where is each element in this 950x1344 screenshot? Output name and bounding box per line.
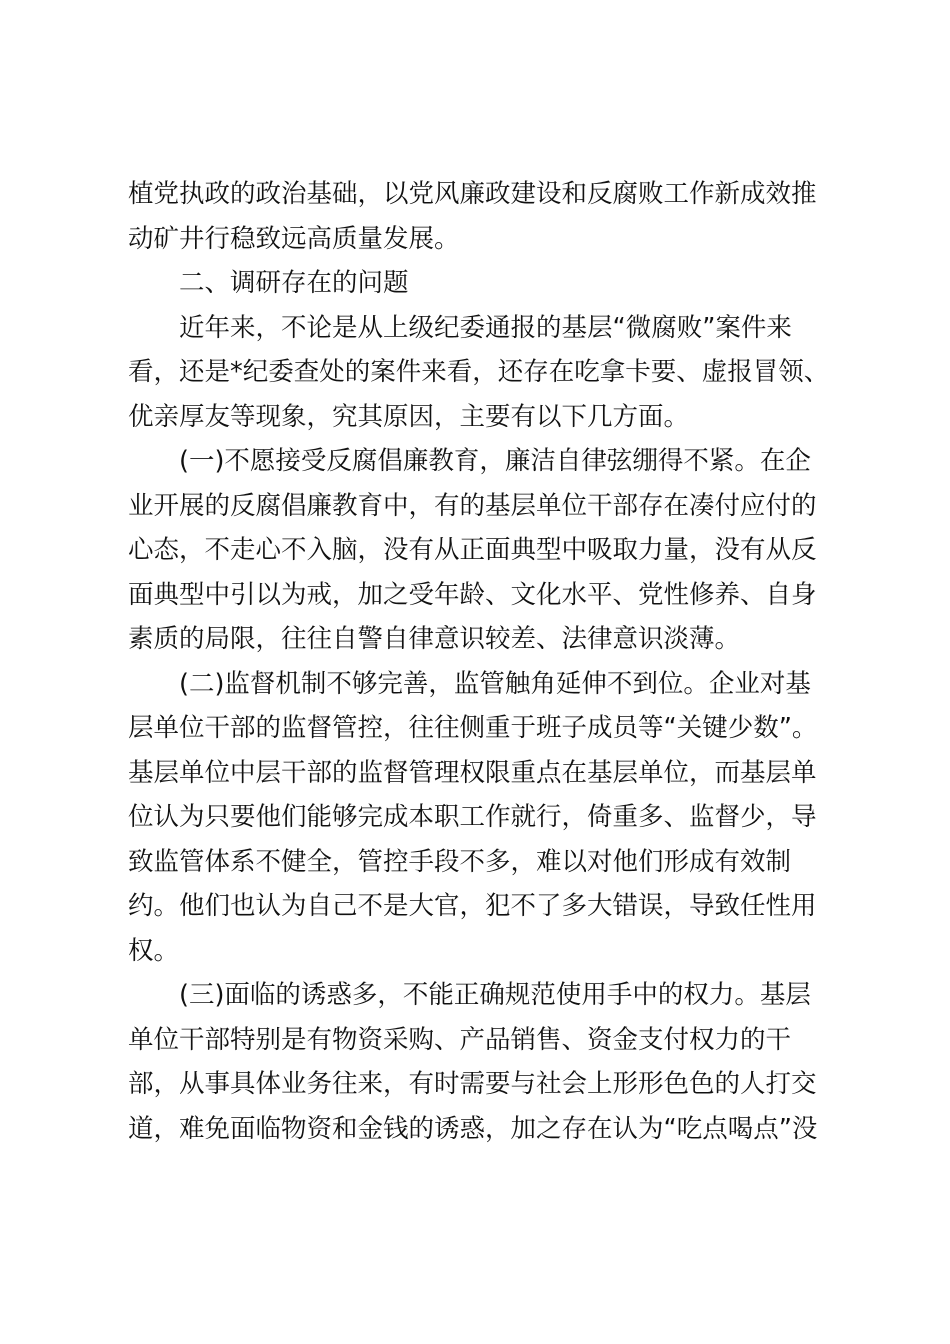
paragraph-line: 素质的局限，往往自警自律意识较差、法律意识淡薄。 [128, 624, 741, 654]
paragraph-line: 约。他们也认为自己不是大官，犯不了多大错误，导致任性用 [128, 891, 817, 921]
paragraph-line: 位认为只要他们能够完成本职工作就行，倚重多、监督少，导 [128, 802, 817, 832]
paragraph-line: 面典型中引以为戒，加之受年龄、文化水平、党性修养、自身 [128, 579, 817, 610]
section-heading [128, 261, 820, 306]
paragraph-line: 动矿井行稳致远高质量发展。 [128, 223, 460, 254]
paragraph-line: 业开展的反腐倡廉教育中，有的基层单位干部存在凑付应付的 [128, 490, 817, 521]
paragraph [128, 306, 830, 440]
paragraph-line: 看，还是*纪委查处的案件来看，还存在吃拿卡要、虚报冒领、 [128, 357, 830, 387]
paragraph-line: 致监管体系不健全，管控手段不多，难以对他们形成有效制 [128, 846, 792, 877]
paragraph-line: 单位干部特别是有物资采购、产品销售、资金支付权力的干 [128, 1024, 792, 1055]
paragraph-line: 部，从事具体业务往来，有时需要与社会上形形色色的人打交 [128, 1069, 817, 1099]
paragraph-line: 优亲厚友等现象，究其原因，主要有以下几方面。 [128, 401, 690, 432]
paragraph-line: (二)监督机制不够完善，监管触角延伸不到位。企业对基 [179, 668, 811, 699]
paragraph-line: (一)不愿接受反腐倡廉教育，廉洁自律弦绷得不紧。在企 [179, 446, 811, 476]
paragraph-line: 近年来，不论是从上级纪委通报的基层“微腐败”案件来 [179, 312, 792, 343]
paragraph [128, 439, 820, 662]
paragraph-line: (三)面临的诱惑多，不能正确规范使用手中的权力。基层 [179, 980, 811, 1010]
paragraph-line: 植党执政的政治基础，以党风廉政建设和反腐败工作新成效推 [128, 179, 817, 209]
paragraph-line: 层单位干部的监督管控，往往侧重于班子成员等“关键少数”。 [128, 713, 818, 743]
paragraph [128, 662, 820, 974]
paragraph-line: 道，难免面临物资和金钱的诱惑，加之存在认为“吃点喝点”没 [128, 1113, 818, 1144]
paragraph-line: 基层单位中层干部的监督管理权限重点在基层单位，而基层单 [128, 757, 817, 788]
paragraph-line: 权。 [128, 935, 180, 966]
paragraph [128, 973, 820, 1151]
section-heading-text: 二、调研存在的问题 [179, 268, 409, 298]
paragraph [128, 172, 820, 261]
document-body [128, 172, 830, 1151]
paragraph-line: 心态，不走心不入脑，没有从正面典型中吸取力量，没有从反 [128, 535, 817, 565]
